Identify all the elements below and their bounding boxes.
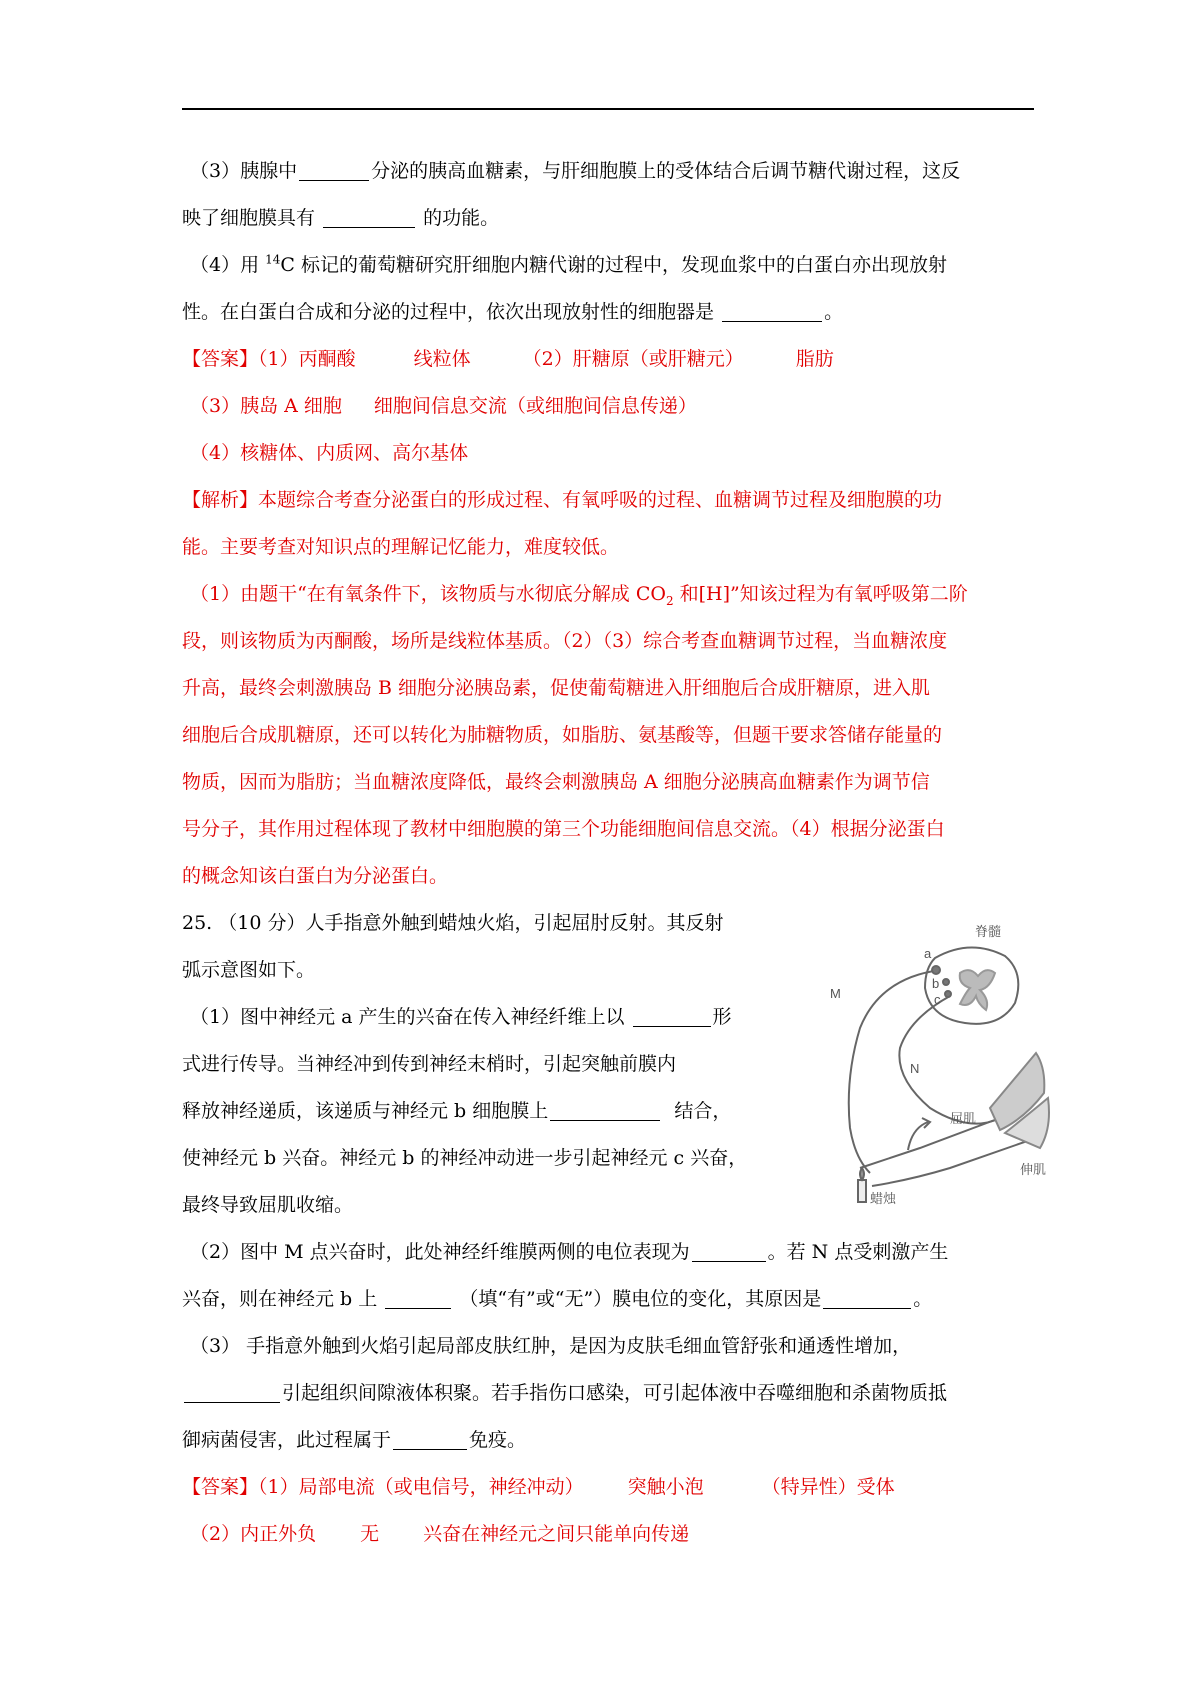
answer-1-part: 线粒体 xyxy=(413,348,471,370)
isotope-superscript: 14 xyxy=(265,252,281,267)
efferent-nerve xyxy=(899,996,1000,1124)
neuron-b-dot xyxy=(943,979,949,985)
q25-text: 。若 N 点受刺激产生 xyxy=(767,1241,949,1263)
q25-text: 引起组织间隙液体积聚。若手指伤口感染，可引起体液中吞噬细胞和杀菌物质抵 xyxy=(282,1382,948,1404)
q3-text-1: （3）胰腺中 xyxy=(190,160,298,182)
analysis-line-8 xyxy=(182,806,1034,853)
analysis-line-3 xyxy=(182,571,1034,618)
q25-line-6 xyxy=(182,1135,782,1182)
analysis-line-7 xyxy=(182,759,1034,806)
analysis-line-6 xyxy=(182,712,1034,759)
label-b: b xyxy=(932,976,940,991)
label-candle: 蜡烛 xyxy=(870,1191,897,1206)
answer-2-part: 突触小泡 xyxy=(627,1476,704,1498)
answer-1-part: （3）胰岛 A 细胞 xyxy=(190,395,342,417)
answer-tag: 【答案】 xyxy=(182,348,259,370)
q25-text: （填“有”或“无”）膜电位的变化，其原因是 xyxy=(459,1288,822,1310)
label-flexor: 屈肌 xyxy=(950,1111,977,1126)
answer-1-part: （1）丙酮酸 xyxy=(258,348,356,370)
q4-text-3: 性。在白蛋白合成和分泌的过程中，依次出现放射性的细胞器是 xyxy=(182,301,715,323)
label-spine: 脊髓 xyxy=(975,924,1002,939)
analysis-text: 的概念知该白蛋白为分泌蛋白。 xyxy=(182,865,449,887)
q25-line-2 xyxy=(182,947,782,994)
answer-2-part: （2）内正外负 xyxy=(190,1523,317,1545)
answer-blank xyxy=(722,297,822,322)
answer-tag: 【答案】 xyxy=(182,1476,259,1498)
q25-text: 使神经元 b 兴奋。神经元 b 的神经冲动进一步引起神经元 c 兴奋， xyxy=(182,1147,748,1169)
q25-text: 免疫。 xyxy=(469,1429,527,1451)
q25-text: 兴奋，则在神经元 b 上 xyxy=(182,1288,378,1310)
q25-line-1 xyxy=(182,900,782,947)
answer-blank xyxy=(299,156,369,181)
q3-text-4: 的功能。 xyxy=(423,207,500,229)
q25-text: 25. （10 分）人手指意外触到蜡烛火焰，引起屈肘反射。其反射 xyxy=(182,912,724,934)
answer-blank xyxy=(385,1284,451,1309)
analysis-line-4 xyxy=(182,618,1034,665)
header-rule xyxy=(182,108,1034,110)
answer-blank xyxy=(633,1002,711,1027)
label-a: a xyxy=(924,946,932,961)
afferent-nerve xyxy=(849,970,940,1173)
answer-1-line-2 xyxy=(182,383,1034,430)
answer-2-part: （特异性）受体 xyxy=(761,1476,895,1498)
answer-2-part: 无 xyxy=(360,1523,380,1545)
q25-text: （3） 手指意外触到火焰引起局部皮肤红肿，是因为皮肤毛细血管舒张和通透性增加， xyxy=(190,1335,912,1357)
label-N: N xyxy=(910,1061,920,1076)
analysis-line-2 xyxy=(182,524,1034,571)
reflex-arc-diagram xyxy=(800,918,1060,1208)
answer-blank xyxy=(550,1096,660,1121)
label-extensor: 伸肌 xyxy=(1020,1162,1047,1177)
analysis-text: 升高，最终会刺激胰岛 B 细胞分泌胰岛素，促使葡萄糖进入肝细胞后合成肝糖原，进入肌 xyxy=(182,677,931,699)
analysis-line-5 xyxy=(182,665,1034,712)
answer-2-part: （1）局部电流（或电信号，神经冲动） xyxy=(258,1476,584,1498)
co2-subscript: 2 xyxy=(665,593,674,608)
answer-1-part: 细胞间信息交流（或细胞间信息传递） xyxy=(373,395,697,417)
answer-2-line-1 xyxy=(182,1464,1034,1511)
forearm-outline xyxy=(872,1138,1036,1186)
analysis-text: 本题综合考查分泌蛋白的形成过程、有氧呼吸的过程、血糖调节过程及细胞膜的功 xyxy=(258,489,943,511)
q25-line-4 xyxy=(182,1041,782,1088)
analysis-text: 物质，因而为脂肪；当血糖浓度降低，最终会刺激胰岛 A 细胞分泌胰高血糖素作为调节信 xyxy=(182,771,930,793)
analysis-line-9 xyxy=(182,853,1034,900)
q25-text: 。 xyxy=(913,1288,933,1310)
analysis-text: （1）由题干“在有氧条件下，该物质与水彻底分解成 CO xyxy=(190,583,666,605)
q4-text-4: 。 xyxy=(824,301,844,323)
neuron-c-dot xyxy=(945,991,951,997)
q25-text: 释放神经递质，该递质与神经元 b 细胞膜上 xyxy=(182,1100,549,1122)
q25-line-7 xyxy=(182,1182,782,1229)
analysis-text: 号分子，其作用过程体现了教材中细胞膜的第三个功能细胞间信息交流。（4）根据分泌蛋白 xyxy=(182,818,945,840)
document-body xyxy=(182,148,1034,1558)
answer-1-line-1 xyxy=(182,336,1034,383)
q4-line-2 xyxy=(182,289,1034,336)
q25-text: 式进行传导。当神经冲到传到神经末梢时，引起突触前膜内 xyxy=(182,1053,677,1075)
q3-text-3: 映了细胞膜具有 xyxy=(182,207,316,229)
q25-text: 结合， xyxy=(674,1100,732,1122)
q3-line-2 xyxy=(182,195,1034,242)
q4-text-1: （4）用 xyxy=(190,254,260,276)
reflex-arc-figure xyxy=(800,918,1060,1208)
answer-2-part: 兴奋在神经元之间只能单向传递 xyxy=(423,1523,690,1545)
gray-matter-shape xyxy=(960,970,995,1010)
q25-text: 最终导致屈肌收缩。 xyxy=(182,1194,354,1216)
q25-text: （2）图中 M 点兴奋时，此处神经纤维膜两侧的电位表现为 xyxy=(190,1241,690,1263)
q25-text: 御病菌侵害，此过程属于 xyxy=(182,1429,392,1451)
analysis-text: 能。主要考查对知识点的理解记忆能力，难度较低。 xyxy=(182,536,620,558)
q25-text: 形 xyxy=(712,1006,732,1028)
analysis-line-1 xyxy=(182,477,1034,524)
answer-1-line-3 xyxy=(182,430,1034,477)
flame-shape xyxy=(860,1168,864,1180)
q25-part3-line-3 xyxy=(182,1417,1034,1464)
answer-blank xyxy=(823,1284,911,1309)
answer-1-part: （4）核糖体、内质网、高尔基体 xyxy=(190,442,469,464)
answer-blank xyxy=(184,1378,280,1403)
analysis-text: 细胞后合成肌糖原，还可以转化为肺糖物质，如脂肪、氨基酸等，但题干要求答储存能量的 xyxy=(182,724,943,746)
answer-1-part: （2）肝糖原（或肝糖元） xyxy=(522,348,744,370)
q25-line-5 xyxy=(182,1088,782,1135)
q3-text-2: 分泌的胰高血糖素，与肝细胞膜上的受体结合后调节糖代谢过程，这反 xyxy=(371,160,961,182)
label-c: c xyxy=(934,992,941,1007)
analysis-text: 段，则该物质为丙酮酸，场所是线粒体基质。（2）（3）综合考查血糖调节过程，当血糖浓度 xyxy=(182,630,948,652)
answer-blank xyxy=(692,1237,766,1262)
q25-part2-line-1 xyxy=(182,1229,1034,1276)
q3-line-1 xyxy=(182,148,1034,195)
q25-text: 弧示意图如下。 xyxy=(182,959,316,981)
candle-shape xyxy=(858,1180,866,1202)
q25-part3-line-1 xyxy=(182,1323,1034,1370)
q25-part2-line-2 xyxy=(182,1276,1034,1323)
answer-blank xyxy=(323,203,415,228)
q25-text: （1）图中神经元 a 产生的兴奋在传入神经纤维上以 xyxy=(190,1006,625,1028)
answer-2-line-2 xyxy=(182,1511,1034,1558)
q4-line-1 xyxy=(182,242,1034,289)
neuron-a-dot xyxy=(932,966,940,974)
q25-line-3 xyxy=(182,994,790,1041)
label-M: M xyxy=(830,986,841,1001)
q25-part3-line-2 xyxy=(182,1370,1034,1417)
answer-blank xyxy=(393,1425,467,1450)
q4-text-2: C 标记的葡萄糖研究肝细胞内糖代谢的过程中，发现血浆中的白蛋白亦出现放射 xyxy=(280,254,948,276)
analysis-tag: 【解析】 xyxy=(182,489,259,511)
analysis-text: 和[H]”知该过程为有氧呼吸第二阶 xyxy=(673,583,968,605)
answer-1-part: 脂肪 xyxy=(795,348,834,370)
